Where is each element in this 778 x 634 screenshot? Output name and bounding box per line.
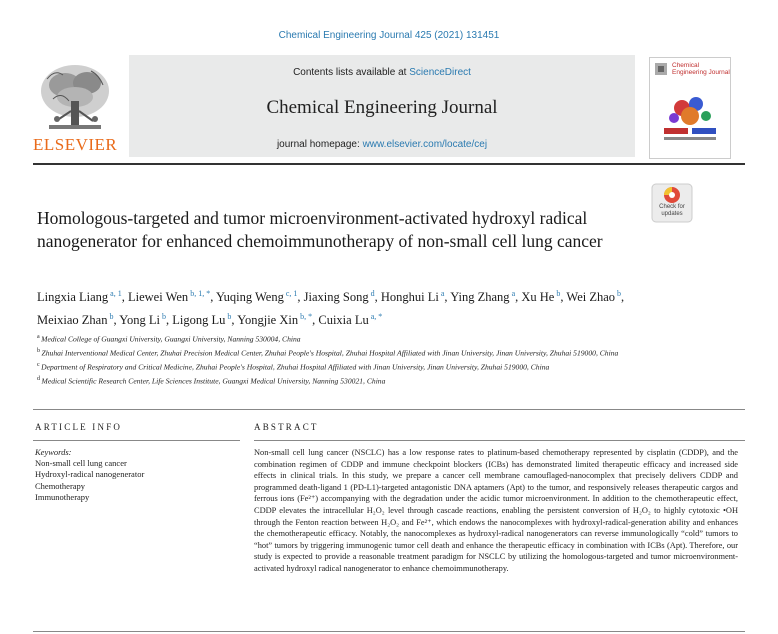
- header-divider: [33, 163, 745, 165]
- affiliation-text: Department of Respiratory and Critical Medicine, Zhuhai People's Hospital, Zhuhai Hospital Affiliated with Jinan University, Jinan University, Zhuhai 519000, China: [41, 362, 550, 372]
- author-name-text: Ying Zhang: [450, 290, 510, 305]
- author-name[interactable]: [128, 290, 210, 304]
- author-name-text: Liewei Wen: [127, 290, 189, 305]
- author-name[interactable]: [304, 290, 375, 304]
- article-info-rule: [33, 440, 240, 441]
- elsevier-tree-icon: [35, 61, 115, 133]
- abstract-text: Non-small cell lung cancer (NSCLC) has a low response rates to platinum-based chemotherapy represented by cisplatin (CDDP), and the combination regimen of CDDP and immune checkpoint blockers (ICBs) has demonstrated limited therapeutic efficacy and increased side effects in clinical trials. In this study, we prepare a cancer cell membrane camouflaged-nanocomplex that precisely delivers CDDP and programmed death-ligand 1 (PD-L1)-targeted antagonistic DNA aptamers (Apt) to the tumor, and responsively releases therapeutic cargos and ferrous ions (Fe²⁺) accompanying with the degradation under the acidic tumor microenvironment. In addition to the chemotherapeutic effect, CDDP elevates the intracellular H₂O₂ level through cascade reactions, enabling the persistent conversion of H₂O₂ to highly cytotoxic •OH through the Fenton reaction between H₂O₂ and Fe²⁺, which endows the nanocomplexes with hydroxyl-radical-generation ability and enhances the chemotherapeutic efficacy. Notably, the nanocomplexes as hydroxyl-radical nanogenerators can reverse immunologically “cold” tumors to “hot” tumors by triggering immunogenic tumor cell death and enhance the therapeutic efficacy in combination with ICBs (Apt). Therefore, our study is expected to provide a reasonable treatment paradigm for NSCLC by utilizing the homologous-targeted and tumor microenvironment-activated hydroxyl radical nanogenerator to enhance chemoimmunotherapy.: [254, 448, 738, 573]
- contents-line: [129, 67, 635, 78]
- author-list: Lingxia Liang $^{a, 1}$, Liewei Wen $^{b, 1, *}$, Yuqing Weng $^{c, 1}$, Jiaxing Song $^d$, Honghui Li $^a$, Ying Zhang $^a$, Xu He $^b$, Wei Zhao $^b$, Meixiao Zhan $^b$, Yong Li $^b$, Ligong Lu $^b$, Yongjie Xin $^{b, *}$, Cuixia Lu $^{a, *}$: [37, 289, 625, 328]
- author-name-text: Wei Zhao: [566, 290, 616, 305]
- abstract-heading: ABSTRACT: [254, 422, 319, 432]
- abstract-rule: [254, 440, 745, 441]
- author-affiliation-marker[interactable]: d: [368, 289, 375, 298]
- author-affiliation-marker[interactable]: b, 1, *: [188, 289, 211, 298]
- journal-name[interactable]: Chemical Engineering Journal: [266, 97, 498, 118]
- keywords-block: [35, 447, 235, 503]
- author-affiliation-marker[interactable]: a: [438, 289, 445, 298]
- author-affiliation-marker[interactable]: b, *: [298, 312, 313, 322]
- author-name[interactable]: [237, 313, 312, 327]
- author-affiliation-marker[interactable]: a, *: [368, 312, 383, 322]
- author-affiliation-marker[interactable]: a, 1: [108, 289, 122, 298]
- sciencedirect-link[interactable]: ScienceDirect: [409, 67, 471, 78]
- contents-prefix: Contents lists available at: [293, 67, 410, 78]
- author-affiliation-marker[interactable]: b: [225, 312, 232, 322]
- author-name[interactable]: [119, 313, 166, 327]
- affiliation-marker: b: [37, 348, 42, 355]
- journal-cover[interactable]: [649, 57, 731, 159]
- affiliation-text: Zhuhai Interventional Medical Center, Zhuhai Precision Medical Center, Zhuhai People's Hospital, Zhuhai Hospital Affiliated with Jinan University, Jinan University, Zhuhai 519000, China: [41, 348, 619, 358]
- article-info-heading: ARTICLE INFO: [35, 422, 123, 432]
- cover-art-icon: [656, 90, 724, 146]
- homepage-link[interactable]: www.elsevier.com/locate/cej: [362, 139, 488, 150]
- author-name[interactable]: [37, 313, 113, 327]
- elsevier-logo[interactable]: [33, 55, 117, 157]
- keyword-item[interactable]: Chemotherapy: [35, 480, 86, 491]
- homepage-line: [129, 139, 635, 150]
- affiliation-text: Medical College of Guangxi University, Guangxi University, Nanning 530004, China: [41, 334, 301, 344]
- cover-logo-icon: [654, 62, 668, 76]
- affiliation-list: [37, 332, 657, 388]
- author-name-text: Meixiao Zhan: [37, 313, 108, 328]
- affiliation-marker: c: [37, 362, 42, 369]
- author-name[interactable]: [37, 290, 122, 304]
- elsevier-wordmark: ELSEVIER: [33, 135, 118, 154]
- affiliation-marker: d: [37, 376, 42, 383]
- keywords-label: Keywords:: [35, 447, 72, 457]
- journal-banner: [129, 55, 635, 157]
- author-name-text: Yuqing Weng: [215, 290, 284, 305]
- author-name[interactable]: [381, 290, 445, 304]
- author-name[interactable]: [450, 290, 515, 304]
- affiliation-marker: a: [37, 334, 42, 340]
- author-name[interactable]: [172, 313, 231, 327]
- author-affiliation-marker[interactable]: b: [554, 289, 561, 298]
- author-affiliation-marker[interactable]: a: [509, 289, 516, 298]
- author-name[interactable]: [216, 290, 297, 304]
- author-name-text: Honghui Li: [380, 290, 439, 305]
- cover-title: Chemical Engineering Journal: [672, 62, 730, 76]
- keyword-item[interactable]: Immunotherapy: [35, 491, 90, 502]
- keyword-item[interactable]: Hydroxyl-radical nanogenerator: [35, 469, 145, 480]
- footer-divider: [33, 631, 745, 632]
- author-name-text: Lingxia Liang: [37, 290, 109, 305]
- author-name-text: Cuixia Lu: [318, 313, 369, 328]
- homepage-prefix: journal homepage:: [276, 139, 363, 150]
- author-name[interactable]: [566, 290, 621, 304]
- author-affiliation-marker[interactable]: b: [160, 312, 167, 322]
- author-affiliation-marker[interactable]: c, 1: [283, 289, 298, 298]
- author-name-text: Yong Li: [119, 313, 161, 328]
- article-title: Homologous-targeted and tumor microenvironment-activated hydroxyl radical nanogenerator for enhanced chemoimmunotherapy of non-small cell lung cancer: [37, 208, 603, 251]
- section-divider: [33, 409, 745, 410]
- author-affiliation-marker[interactable]: b: [107, 312, 114, 322]
- affiliation-text: Medical Scientific Research Center, Life Sciences Institute, Guangxi Medical University, Nanning 530021, China: [41, 376, 386, 386]
- author-name-text: Yongjie Xin: [237, 313, 299, 328]
- keyword-item[interactable]: Non-small cell lung cancer: [35, 458, 127, 469]
- journal-masthead: [33, 55, 733, 160]
- affiliation-item: [37, 374, 657, 387]
- author-name-text: Ligong Lu: [172, 313, 226, 328]
- affiliation-item: [37, 346, 657, 359]
- author-name[interactable]: [318, 313, 382, 327]
- affiliation-item: [37, 332, 657, 345]
- author-affiliation-marker[interactable]: b: [615, 289, 622, 298]
- author-name-text: Xu He: [521, 290, 555, 305]
- check-updates-label: Check for updates: [659, 204, 685, 217]
- author-name[interactable]: [521, 290, 560, 304]
- journal-citation[interactable]: Chemical Engineering Journal 425 (2021) 131451: [278, 30, 500, 41]
- affiliation-item: [37, 360, 657, 373]
- author-name-text: Jiaxing Song: [303, 290, 369, 305]
